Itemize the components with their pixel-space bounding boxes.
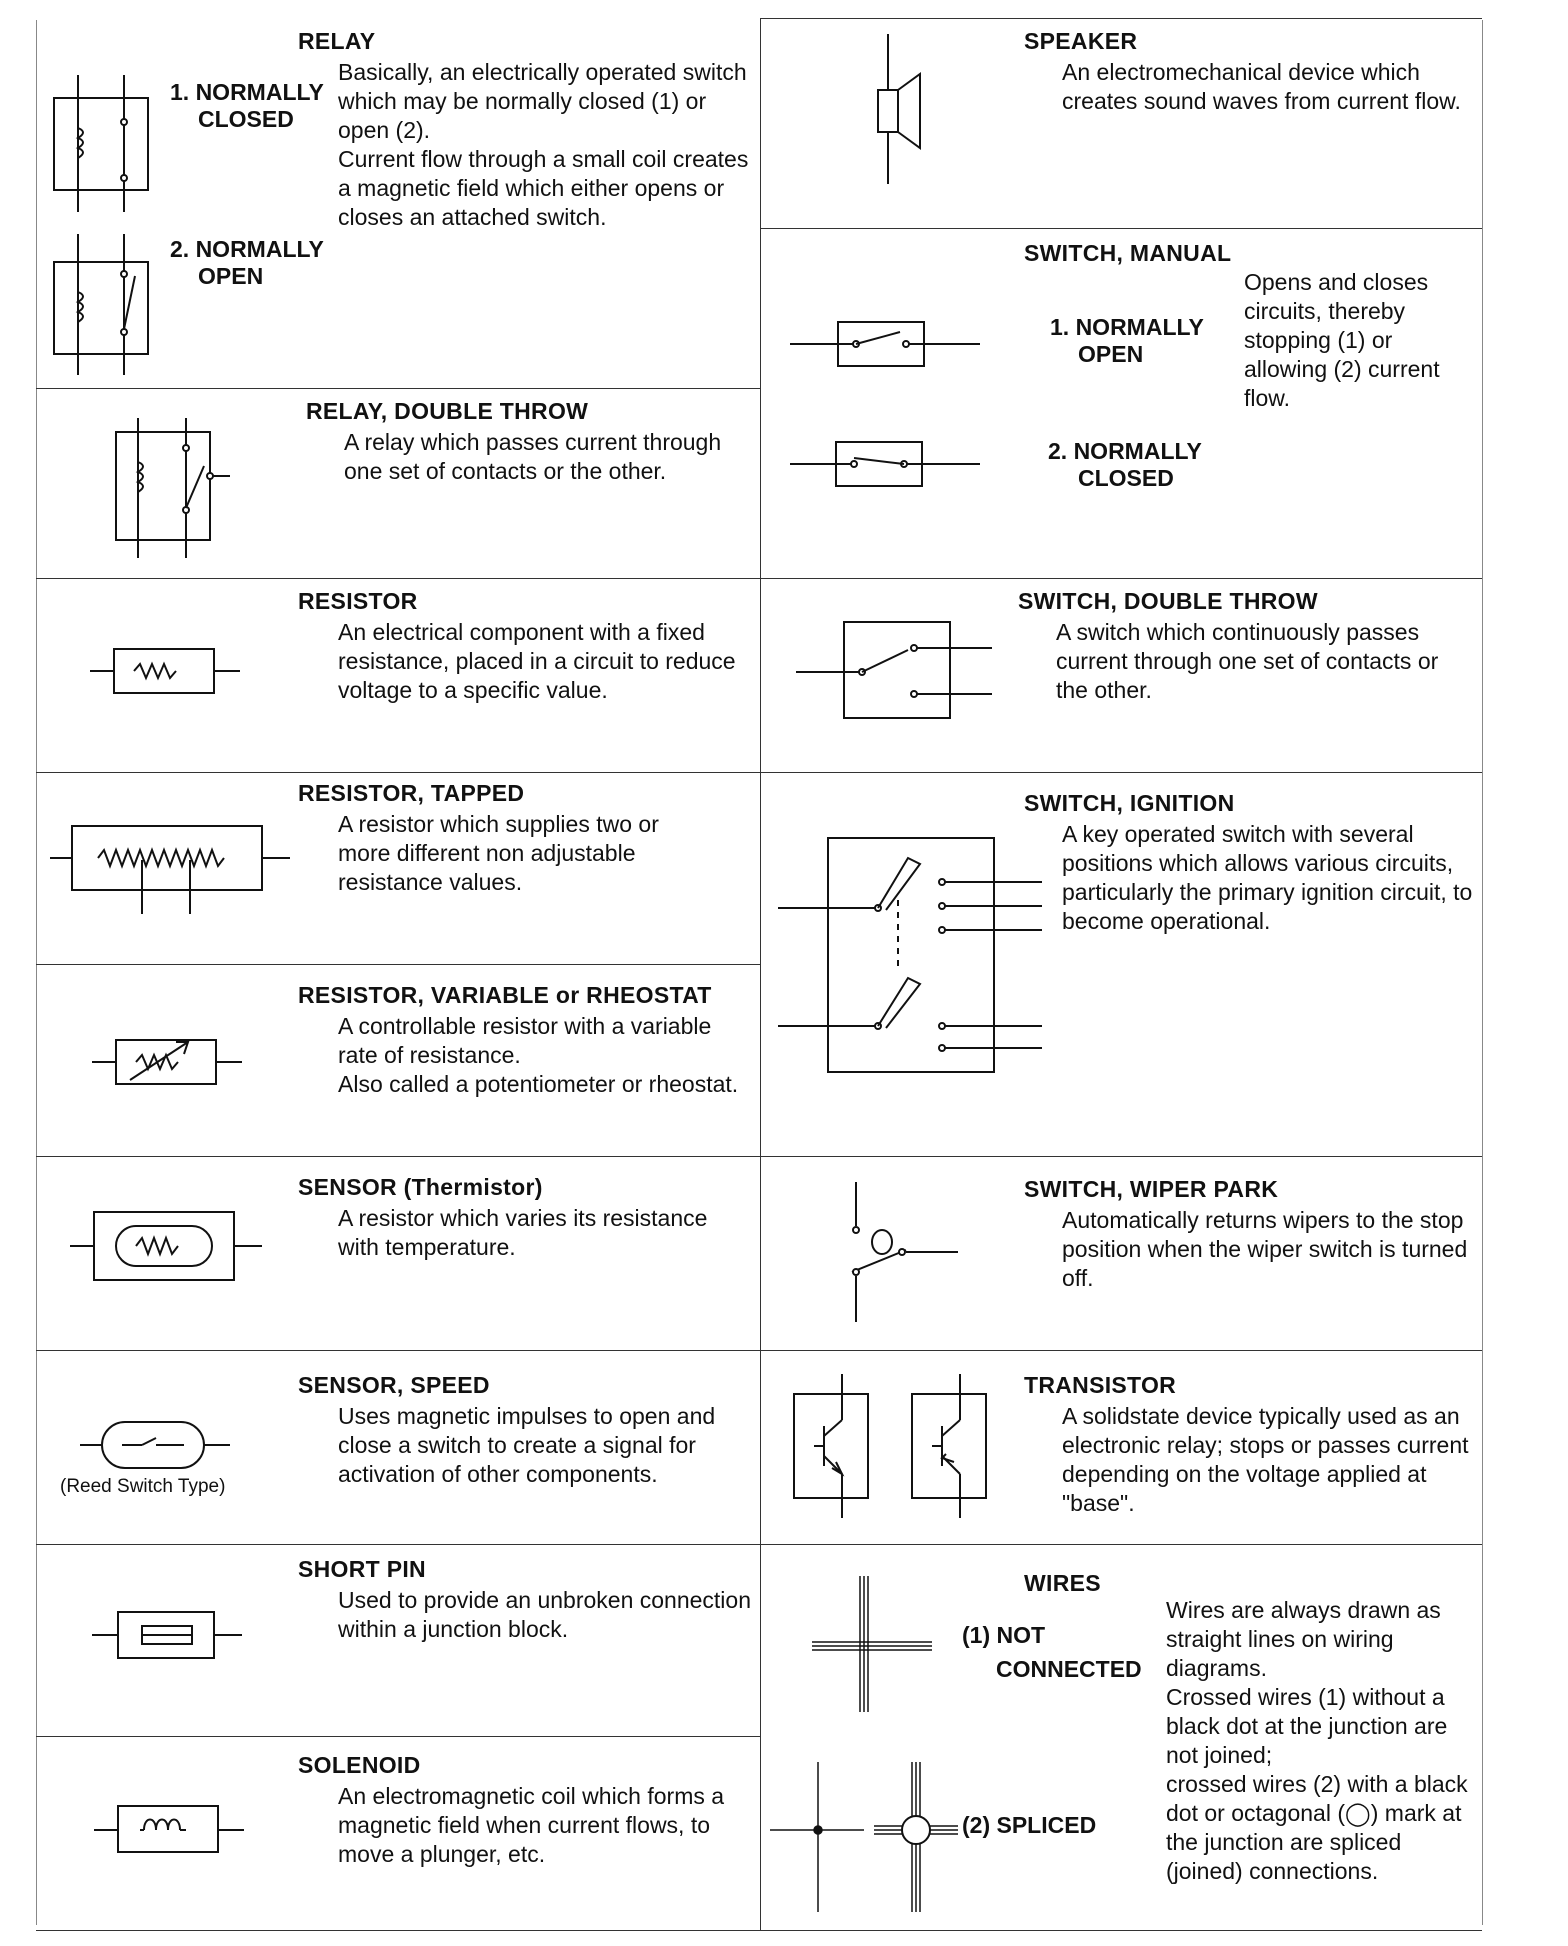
description-paragraph: crossed wires (2) with a black dot or octagonal (◯) mark at the junction are spliced (joined) connections.: [1166, 1771, 1468, 1884]
variant-label: (1) NOT: [962, 1622, 1046, 1648]
variant-label: CLOSED: [1078, 465, 1174, 491]
resistor-icon: [90, 646, 240, 696]
solenoid-icon: [94, 1800, 244, 1854]
row-divider: [760, 1156, 1482, 1157]
variant-label: 2. NORMALLY: [170, 236, 324, 262]
description-paragraph: Opens and closes circuits, thereby stopping (1) or allowing (2) current flow.: [1244, 269, 1440, 411]
transistor-icon: [790, 1370, 990, 1520]
row-divider: [36, 1350, 760, 1351]
entry-description: [344, 428, 744, 486]
entry-title: RELAY: [298, 28, 376, 54]
description-paragraph: An electromagnetic coil which forms a magnetic field when current flows, to move a plunger, etc.: [338, 1783, 725, 1867]
description-paragraph: Crossed wires (1) without a black dot at the junction are not joined;: [1166, 1684, 1448, 1768]
entry-title: SWITCH, WIPER PARK: [1024, 1176, 1279, 1202]
speaker-icon: [870, 34, 930, 184]
double-throw-switch-icon: [796, 620, 992, 720]
thermistor-icon: [70, 1210, 262, 1282]
wires-icon: [768, 1572, 960, 1920]
row-divider: [36, 388, 760, 389]
entry-description: [338, 1586, 758, 1644]
entry-title: RESISTOR: [298, 588, 418, 614]
relay-double-throw-icon: [100, 418, 240, 558]
resistor-tapped-icon: [50, 826, 290, 914]
variant-label: (2) SPLICED: [962, 1812, 1097, 1838]
entry-title: SENSOR, SPEED: [298, 1372, 490, 1398]
variant-label: 1. NORMALLY: [1050, 314, 1204, 340]
entry-description: [1244, 268, 1474, 413]
entry-title: SPEAKER: [1024, 28, 1138, 54]
description-paragraph: A resistor which supplies two or more different non adjustable resistance values.: [338, 811, 659, 895]
wiper-park-switch-icon: [836, 1182, 966, 1332]
description-paragraph: Current flow through a small coil creates a magnetic field which either opens or closes an attached switch.: [338, 146, 749, 230]
entry-description: [338, 1782, 753, 1869]
entry-description: [1166, 1596, 1482, 1886]
description-paragraph: An electrical component with a fixed resistance, placed in a circuit to reduce voltage to a specific value.: [338, 619, 736, 703]
entry-description: [1062, 58, 1462, 116]
entry-description: [338, 618, 748, 705]
variant-label: CLOSED: [198, 106, 294, 132]
entry-title: WIRES: [1024, 1570, 1101, 1596]
relay-icon: [40, 70, 170, 380]
description-paragraph: A resistor which varies its resistance with temperature.: [338, 1205, 708, 1260]
description-paragraph: A relay which passes current through one set of contacts or the other.: [344, 429, 722, 484]
row-divider: [36, 964, 760, 965]
description-paragraph: Basically, an electrically operated switch which may be normally closed (1) or open (2).: [338, 59, 747, 143]
row-divider: [36, 1736, 760, 1737]
entry-description: [338, 1012, 753, 1099]
entry-title: SWITCH, IGNITION: [1024, 790, 1235, 816]
entry-description: [338, 810, 698, 897]
variant-label: OPEN: [198, 263, 264, 289]
description-paragraph: Also called a potentiometer or rheostat.: [338, 1071, 739, 1097]
entry-description: [1056, 618, 1476, 705]
description-paragraph: Used to provide an unbroken connection within a junction block.: [338, 1587, 752, 1642]
entry-title: SHORT PIN: [298, 1556, 426, 1582]
entry-description: [338, 1402, 758, 1489]
variant-label: OPEN: [1078, 341, 1144, 367]
description-paragraph: A switch which continuously passes current through one set of contacts or the other.: [1056, 619, 1439, 703]
short-pin-icon: [92, 1610, 242, 1660]
row-divider: [760, 1350, 1482, 1351]
entry-title: TRANSISTOR: [1024, 1372, 1177, 1398]
entry-title: SWITCH, DOUBLE THROW: [1018, 588, 1318, 614]
entry-description: [1062, 1206, 1474, 1293]
row-divider: [36, 1544, 760, 1545]
row-divider: [36, 1930, 1482, 1931]
variant-label: CONNECTED: [996, 1656, 1142, 1682]
variable-resistor-icon: [92, 1032, 242, 1088]
right-border: [1482, 20, 1483, 1925]
entry-title: SOLENOID: [298, 1752, 421, 1778]
row-divider: [760, 228, 1482, 229]
row-divider: [760, 578, 1482, 579]
entry-title: RELAY, DOUBLE THROW: [306, 398, 589, 424]
entry-title: RESISTOR, VARIABLE or RHEOSTAT: [298, 982, 712, 1008]
entry-title: RESISTOR, TAPPED: [298, 780, 525, 806]
entry-description: [338, 58, 753, 232]
description-paragraph: Automatically returns wipers to the stop position when the wiper switch is turned off.: [1062, 1207, 1468, 1291]
description-paragraph: Uses magnetic impulses to open and close a switch to create a signal for activation of other components.: [338, 1403, 716, 1487]
row-divider: [36, 772, 760, 773]
row-divider: [36, 578, 760, 579]
variant-label: 1. NORMALLY: [170, 79, 324, 105]
row-divider: [760, 1544, 1482, 1545]
description-paragraph: An electromechanical device which creates sound waves from current flow.: [1062, 59, 1461, 114]
description-paragraph: A controllable resistor with a variable rate of resistance.: [338, 1013, 712, 1068]
speed-sensor-icon: [80, 1420, 230, 1470]
description-paragraph: A key operated switch with several positions which allows various circuits, particularly the primary ignition circuit, to become operational.: [1062, 821, 1473, 934]
left-border: [36, 20, 37, 1925]
entry-title: SWITCH, MANUAL: [1024, 240, 1232, 266]
manual-switch-icon: [790, 318, 980, 494]
entry-description: [1062, 820, 1474, 936]
ignition-switch-icon: [778, 834, 1042, 1074]
row-divider: [760, 18, 1482, 19]
description-paragraph: Wires are always drawn as straight lines on wiring diagrams.: [1166, 1597, 1441, 1681]
icon-caption: (Reed Switch Type): [60, 1476, 226, 1497]
variant-label: 2. NORMALLY: [1048, 438, 1202, 464]
column-divider: [760, 18, 761, 1930]
entry-description: [338, 1204, 748, 1262]
description-paragraph: A solidstate device typically used as an electronic relay; stops or passes current depending on the voltage applied at "base".: [1062, 1403, 1469, 1516]
entry-description: [1062, 1402, 1474, 1518]
row-divider: [36, 1156, 760, 1157]
row-divider: [760, 772, 1482, 773]
entry-title: SENSOR (Thermistor): [298, 1174, 543, 1200]
